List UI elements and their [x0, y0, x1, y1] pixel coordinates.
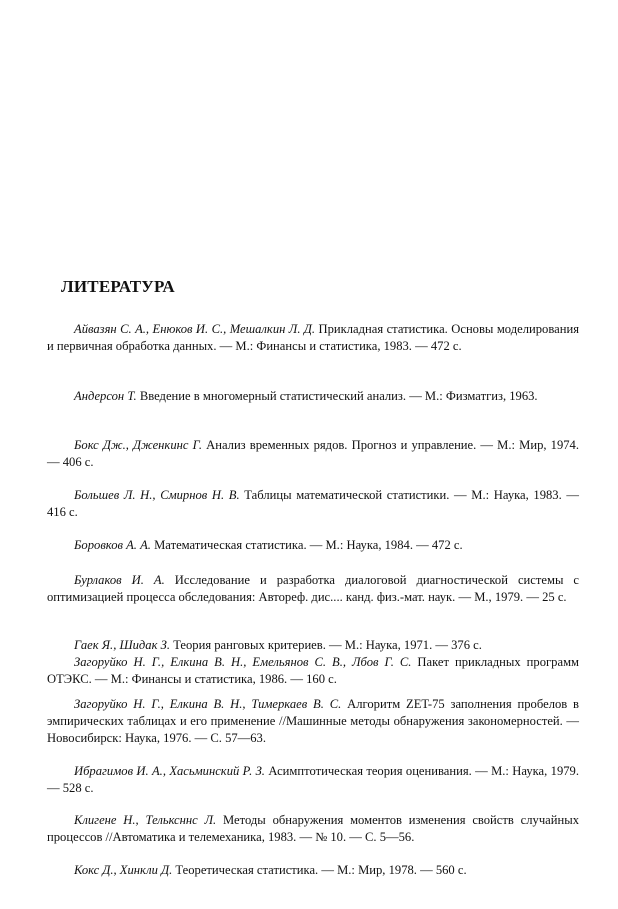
reference-text: Алгоритм ZET-75 заполнения пробелов в эмпирических таблицах и его применение //Машинные методы обнаружения закономерностей. — Новосибирск: Наука, 1976. — С. 57—63. — [47, 697, 579, 745]
reference-entry — [47, 862, 579, 879]
reference-text: Исследование и разработка диалоговой диагностической системы с оптимизацией процесса обследования: Автореф. дис.... канд. физ.-мат. наук. — М., 1979. — 25 с. — [47, 573, 580, 604]
reference-entry — [47, 437, 579, 471]
reference-authors: Айвазян С. А., Енюков И. С., Мешалкин Л. Д. — [74, 322, 316, 336]
reference-text: Асимптотическая теория оценивания. — М.: Наука, 1979. — 528 с. — [47, 764, 579, 795]
reference-authors: Клигене Н., Тельксннс Л. — [74, 813, 217, 827]
page-title: ЛИТЕРАТУРА — [61, 277, 175, 296]
reference-entry — [47, 572, 579, 606]
reference-authors: Бокс Дж., Дженкинс Г. — [74, 438, 202, 452]
reference-authors: Кокс Д., Хинкли Д. — [74, 863, 173, 877]
reference-text: Пакет прикладных программ ОТЭКС. — М.: Финансы и статистика, 1986. — 160 с. — [47, 655, 580, 686]
reference-entry — [47, 321, 579, 355]
reference-entry — [47, 537, 579, 554]
reference-authors: Бурлаков И. А. — [74, 573, 165, 587]
reference-entry — [47, 654, 579, 688]
reference-text: Прикладная статистика. Основы моделирования и первичная обработка данных. — М.: Финансы и статистика, 1983. — 472 с. — [47, 322, 579, 353]
reference-entry — [47, 637, 579, 654]
reference-authors: Боровков А. А. — [74, 538, 151, 552]
reference-authors: Загоруйко Н. Г., Елкина В. Н., Емельянов С. В., Лбов Г. С. — [74, 655, 412, 669]
reference-entry — [47, 696, 579, 747]
reference-text: Теоретическая статистика. — М.: Мир, 1978. — 560 с. — [175, 863, 467, 877]
reference-entry — [47, 487, 579, 521]
reference-authors: Андерсон Т. — [74, 389, 137, 403]
reference-text: Анализ временных рядов. Прогноз и управление. — М.: Мир, 1974. — 406 с. — [47, 438, 580, 469]
reference-entry — [47, 763, 579, 797]
reference-text: Методы обнаружения моментов изменения свойств случайных процессов //Автоматика и телемеханика, 1983. — № 10. — С. 5—56. — [47, 813, 579, 844]
reference-authors: Большев Л. Н., Смирнов Н. В. — [74, 488, 240, 502]
reference-text: Введение в многомерный статистический анализ. — М.: Физматгиз, 1963. — [139, 389, 538, 403]
reference-entry — [47, 812, 579, 846]
reference-text: Таблицы математической статистики. — М.: Наука, 1983. — 416 с. — [47, 488, 579, 519]
reference-authors: Ибрагимов И. А., Хасьминский Р. З. — [74, 764, 265, 778]
reference-entry — [47, 388, 579, 405]
reference-text: Математическая статистика. — М.: Наука, 1984. — 472 с. — [154, 538, 463, 552]
reference-text: Теория ранговых критериев. — М.: Наука, 1971. — 376 с. — [173, 638, 482, 652]
reference-authors: Гаек Я., Шидак З. — [74, 638, 171, 652]
reference-authors: Загоруйко Н. Г., Елкина В. Н., Тимеркаев В. С. — [74, 697, 342, 711]
